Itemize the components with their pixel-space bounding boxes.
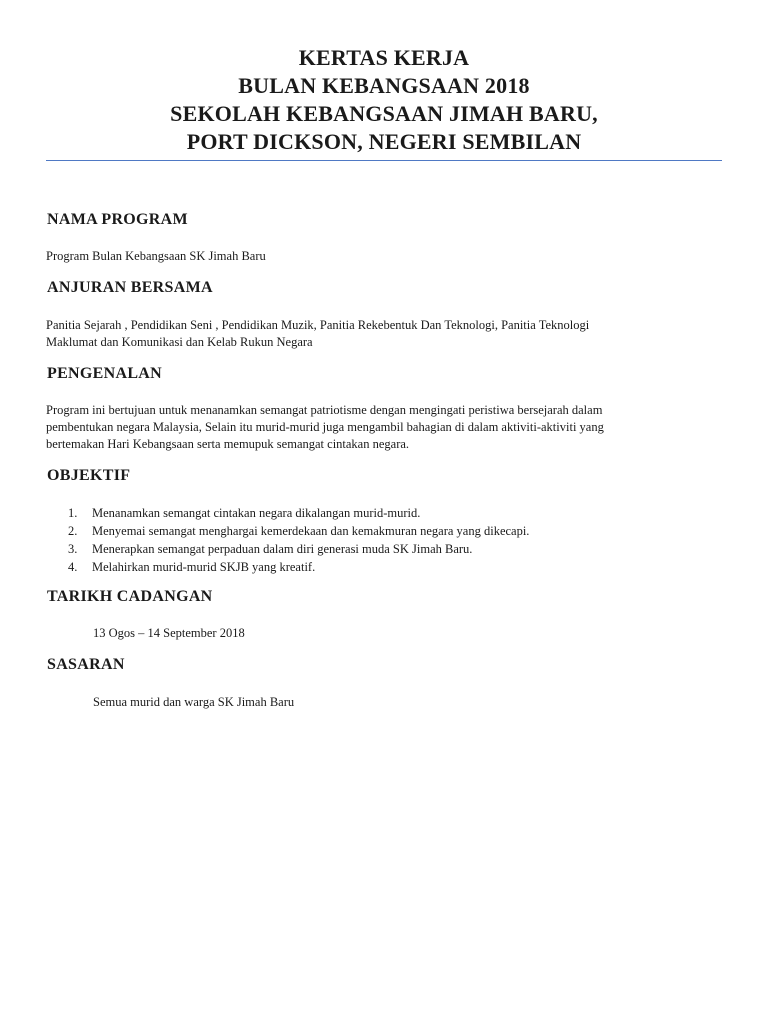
list-text: Melahirkan murid-murid SKJB yang kreatif. — [92, 560, 316, 574]
heading-pengenalan: PENGENALAN — [47, 365, 163, 382]
title-line-4: PORT DICKSON, NEGERI SEMBILAN — [186, 129, 582, 154]
list-number: 1. — [68, 506, 78, 520]
anjuran-line-1: Panitia Sejarah , Pendidikan Seni , Pendidikan Muzik, Panitia Rekebentuk Dan Teknologi, Panitia Teknologi — [46, 318, 590, 332]
list-text: Menyemai semangat menghargai kemerdekaan dan kemakmuran negara yang dikecapi. — [92, 524, 530, 538]
document-title — [0, 44, 768, 156]
title-line-2: BULAN KEBANGSAAN 2018 — [238, 73, 530, 98]
title-divider — [46, 160, 722, 161]
list-item — [46, 504, 529, 522]
list-number: 2. — [68, 524, 78, 538]
title-line-3: SEKOLAH KEBANGSAAN JIMAH BARU, — [170, 101, 598, 126]
list-text: Menanamkan semangat cintakan negara dikalangan murid-murid. — [92, 506, 421, 520]
pengenalan-line-2: pembentukan negara Malaysia, Selain itu murid-murid juga mengambil bahagian di dalam aktiviti-aktiviti yang — [46, 420, 604, 434]
objektif-list — [46, 504, 529, 576]
list-text: Menerapkan semangat perpaduan dalam diri generasi muda SK Jimah Baru. — [92, 542, 473, 556]
list-item — [46, 558, 529, 576]
list-item — [46, 522, 529, 540]
heading-tarikh-cadangan: TARIKH CADANGAN — [47, 588, 213, 605]
heading-sasaran: SASARAN — [47, 656, 125, 673]
pengenalan-line-3: bertemakan Hari Kebangsaan serta memupuk semangat cintakan negara. — [46, 437, 410, 451]
sasaran-text: Semua murid dan warga SK Jimah Baru — [93, 695, 295, 709]
list-number: 3. — [68, 542, 78, 556]
heading-nama-program: NAMA PROGRAM — [47, 211, 188, 228]
nama-program-line: Program Bulan Kebangsaan SK Jimah Baru — [46, 249, 266, 263]
tarikh-text: 13 Ogos – 14 September 2018 — [93, 626, 245, 640]
pengenalan-line-1: Program ini bertujuan untuk menanamkan semangat patriotisme dengan mengingati peristiwa bersejarah dalam — [46, 403, 603, 417]
title-line-1: KERTAS KERJA — [298, 45, 470, 70]
list-number: 4. — [68, 560, 78, 574]
nama-program-text — [46, 248, 686, 265]
pengenalan-text — [46, 402, 686, 453]
heading-anjuran-bersama: ANJURAN BERSAMA — [47, 279, 213, 296]
heading-objektif: OBJEKTIF — [47, 467, 131, 484]
anjuran-line-2: Maklumat dan Komunikasi dan Kelab Rukun Negara — [46, 335, 313, 349]
list-item — [46, 540, 529, 558]
anjuran-text — [46, 317, 686, 351]
